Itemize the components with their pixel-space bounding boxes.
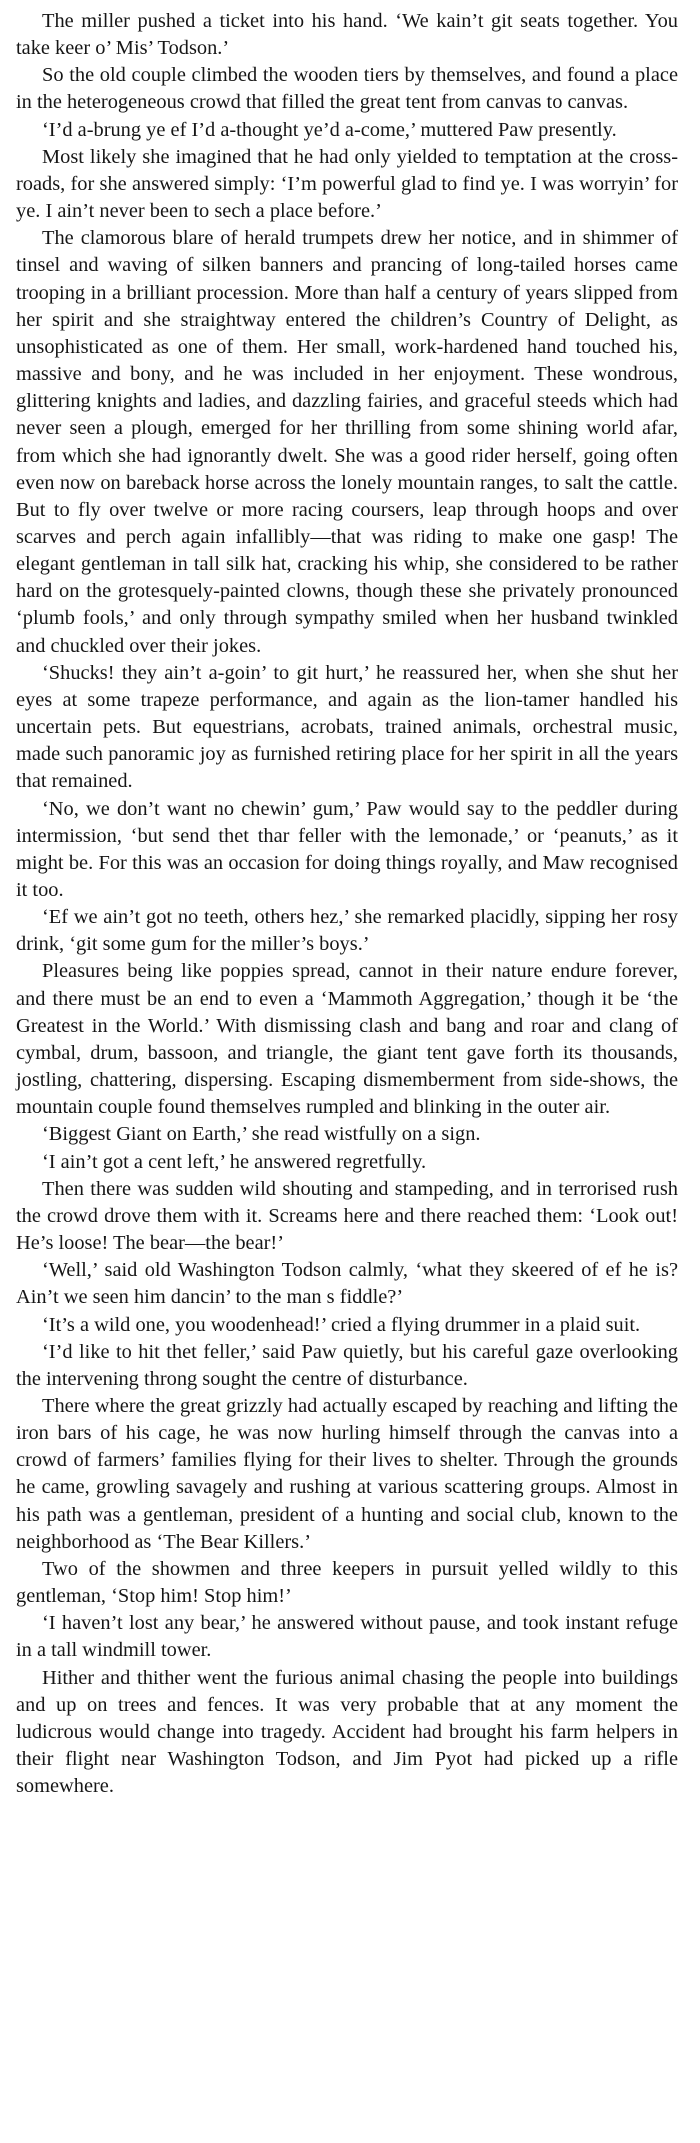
paragraph-13: ‘Well,’ said old Washington Todson calmly, ‘what they skeered of ef he is? Ain’t we seen him dancin’ to the man s fiddle?’ [16, 1259, 678, 1309]
paragraph-12: Then there was sudden wild shouting and stampeding, and in terrorised rush the crowd drove them with it. Screams here and there reached them: ‘Look out! He’s loose! The bear—the bear!’ [16, 1177, 678, 1255]
paragraph-9: Pleasures being like poppies spread, cannot in their nature endure forever, and there must be an end to even a ‘Mammoth Aggregation,’ though it be ‘the Greatest in the World.’ With dismissing clash and bang and roar and clang of cymbal, drum, bassoon, and triangle, the giant tent gave forth its thousands, jostling, chattering, dispersing. Escaping dismemberment from side-shows, the mountain couple found themselves rumpled and blinking in the outer air. [16, 960, 678, 1119]
paragraph-11: ‘I ain’t got a cent left,’ he answered regretfully. [42, 1150, 427, 1173]
paragraph-4: Most likely she imagined that he had only yielded to temptation at the cross-roads, for she answered simply: ‘I’m powerful glad to find ye. I was worryin’ for ye. I ain’t never been to sech a place before.’ [16, 145, 678, 223]
paragraph-15: ‘I’d like to hit thet feller,’ said Paw quietly, but his careful gaze overlooking the intervening throng sought the centre of disturbance. [16, 1340, 678, 1390]
paragraph-1: The miller pushed a ticket into his hand. ‘We kain’t git seats together. You take keer o’ Mis’ Todson.’ [16, 10, 678, 60]
paragraph-7: ‘No, we don’t want no chewin’ gum,’ Paw would say to the peddler during intermission, ‘but send thet thar feller with the lemonade,’ or ‘peanuts,’ as it might be. For this was an occasion for doing things royally, and Maw recognised it too. [16, 797, 678, 901]
paragraph-10: ‘Biggest Giant on Earth,’ she read wistfully on a sign. [42, 1123, 481, 1146]
paragraph-2: So the old couple climbed the wooden tiers by themselves, and found a place in the heterogeneous crowd that filled the great tent from canvas to canvas. [16, 64, 678, 114]
paragraph-18: ‘I haven’t lost any bear,’ he answered without pause, and took instant refuge in a tall windmill tower. [16, 1612, 678, 1662]
paragraph-16: There where the great grizzly had actually escaped by reaching and lifting the iron bars of his cage, he was now hurling himself through the canvas into a crowd of farmers’ families flying for their lives to shelter. Through the grounds he came, growling savagely and rushing at various scattering groups. Almost in his path was a gentleman, president of a hunting and social club, known to the neighborhood as ‘The Bear Killers.’ [16, 1394, 678, 1553]
paragraph-3: ‘I’d a-brung ye ef I’d a-thought ye’d a-come,’ muttered Paw presently. [42, 118, 617, 141]
paragraph-5: The clamorous blare of herald trumpets drew her notice, and in shimmer of tinsel and waving of silken banners and prancing of long-tailed horses came trooping in a brilliant procession. More than half a century of years slipped from her spirit and she straightway entered the children’s Country of Delight, as unsophisticated as one of them. Her small, work-hardened hand touched his, massive and bony, and he was included in her enjoyment. These wondrous, glittering knights and ladies, and dazzling fairies, and graceful steeds which had never seen a plough, emerged for her thrilling from some shining world afar, from which she had ignorantly dwelt. She was a good rider herself, going often even now on bareback horse across the lonely mountain ranges, to salt the cattle. But to fly over twelve or more racing coursers, leap through hoops and over scarves and perch again infallibly—that was riding to make one gasp! The elegant gentleman in tall silk hat, cracking his whip, she considered to be rather hard on the grotesquely-painted clowns, though these she privately pronounced ‘plumb fools,’ and only through sympathy smiled when her husband twinkled and chuckled over their jokes. [16, 227, 678, 657]
paragraph-6: ‘Shucks! they ain’t a-goin’ to git hurt,’ he reassured her, when she shut her eyes at some trapeze performance, and again as the lion-tamer handled his uncertain pets. But equestrians, acrobats, trained animals, orchestral music, made such panoramic joy as furnished retiring place for her spirit in all the years that remained. [16, 661, 678, 793]
paragraph-19: Hither and thither went the furious animal chasing the people into buildings and up on trees and fences. It was very probable that at any moment the ludicrous would change into tragedy. Accident had brought his farm helpers in their flight near Washington Todson, and Jim Pyot had picked up a rifle somewhere. [16, 1666, 678, 1798]
paragraph-17: Two of the showmen and three keepers in pursuit yelled wildly to this gentleman, ‘Stop him! Stop him!’ [16, 1557, 678, 1608]
paragraph-14: ‘It’s a wild one, you woodenhead!’ cried a flying drummer in a plaid suit. [42, 1313, 641, 1336]
paragraph-8: ‘Ef we ain’t got no teeth, others hez,’ she remarked placidly, sipping her rosy drink, ‘git some gum for the miller’s boys.’ [16, 906, 678, 956]
